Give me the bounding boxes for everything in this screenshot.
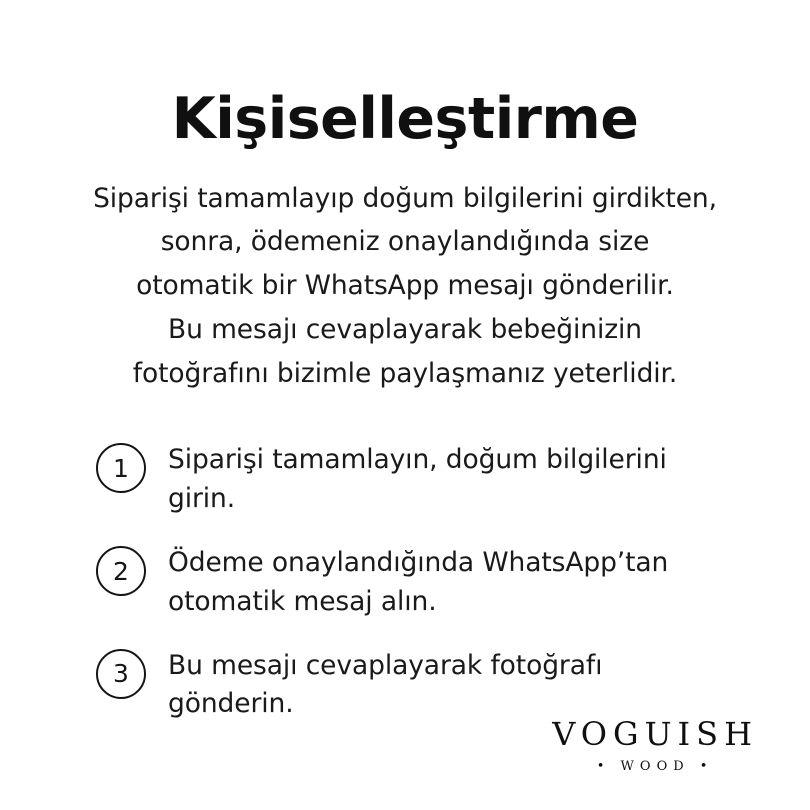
intro-line-1: Siparişi tamamlayıp doğum bilgilerini girdikten, <box>93 182 717 214</box>
page-title: Kişiselleştirme <box>171 86 639 152</box>
intro-line-4: Bu mesajı cevaplayarak bebeğinizin <box>167 313 642 345</box>
intro-paragraph <box>93 177 717 396</box>
step-text: Ödeme onaylandığında WhatsApp’tan otomatik mesaj alın. <box>168 547 669 617</box>
intro-line-5: fotoğrafını bizimle paylaşmanız yeterlidir. <box>132 357 678 389</box>
brand-name: VOGUISH <box>552 715 758 753</box>
intro-line-3: otomatik bir WhatsApp mesajı gönderilir. <box>136 270 674 302</box>
brand-logo <box>552 715 758 774</box>
list-item <box>96 441 750 518</box>
step-text: Siparişi tamamlayın, doğum bilgilerini girin. <box>168 444 667 514</box>
step-text: Bu mesajı cevaplayarak fotoğrafı gönderin. <box>168 649 603 720</box>
step-number-badge: 1 <box>96 443 146 493</box>
steps-list <box>60 441 750 724</box>
step-number-badge: 2 <box>96 546 146 596</box>
brand-subtitle: • WOOD • <box>596 759 714 774</box>
list-item <box>96 647 750 724</box>
step-number-badge: 3 <box>96 649 146 699</box>
list-item <box>96 544 750 621</box>
intro-line-2: sonra, ödemeniz onaylandığında size <box>160 226 650 258</box>
